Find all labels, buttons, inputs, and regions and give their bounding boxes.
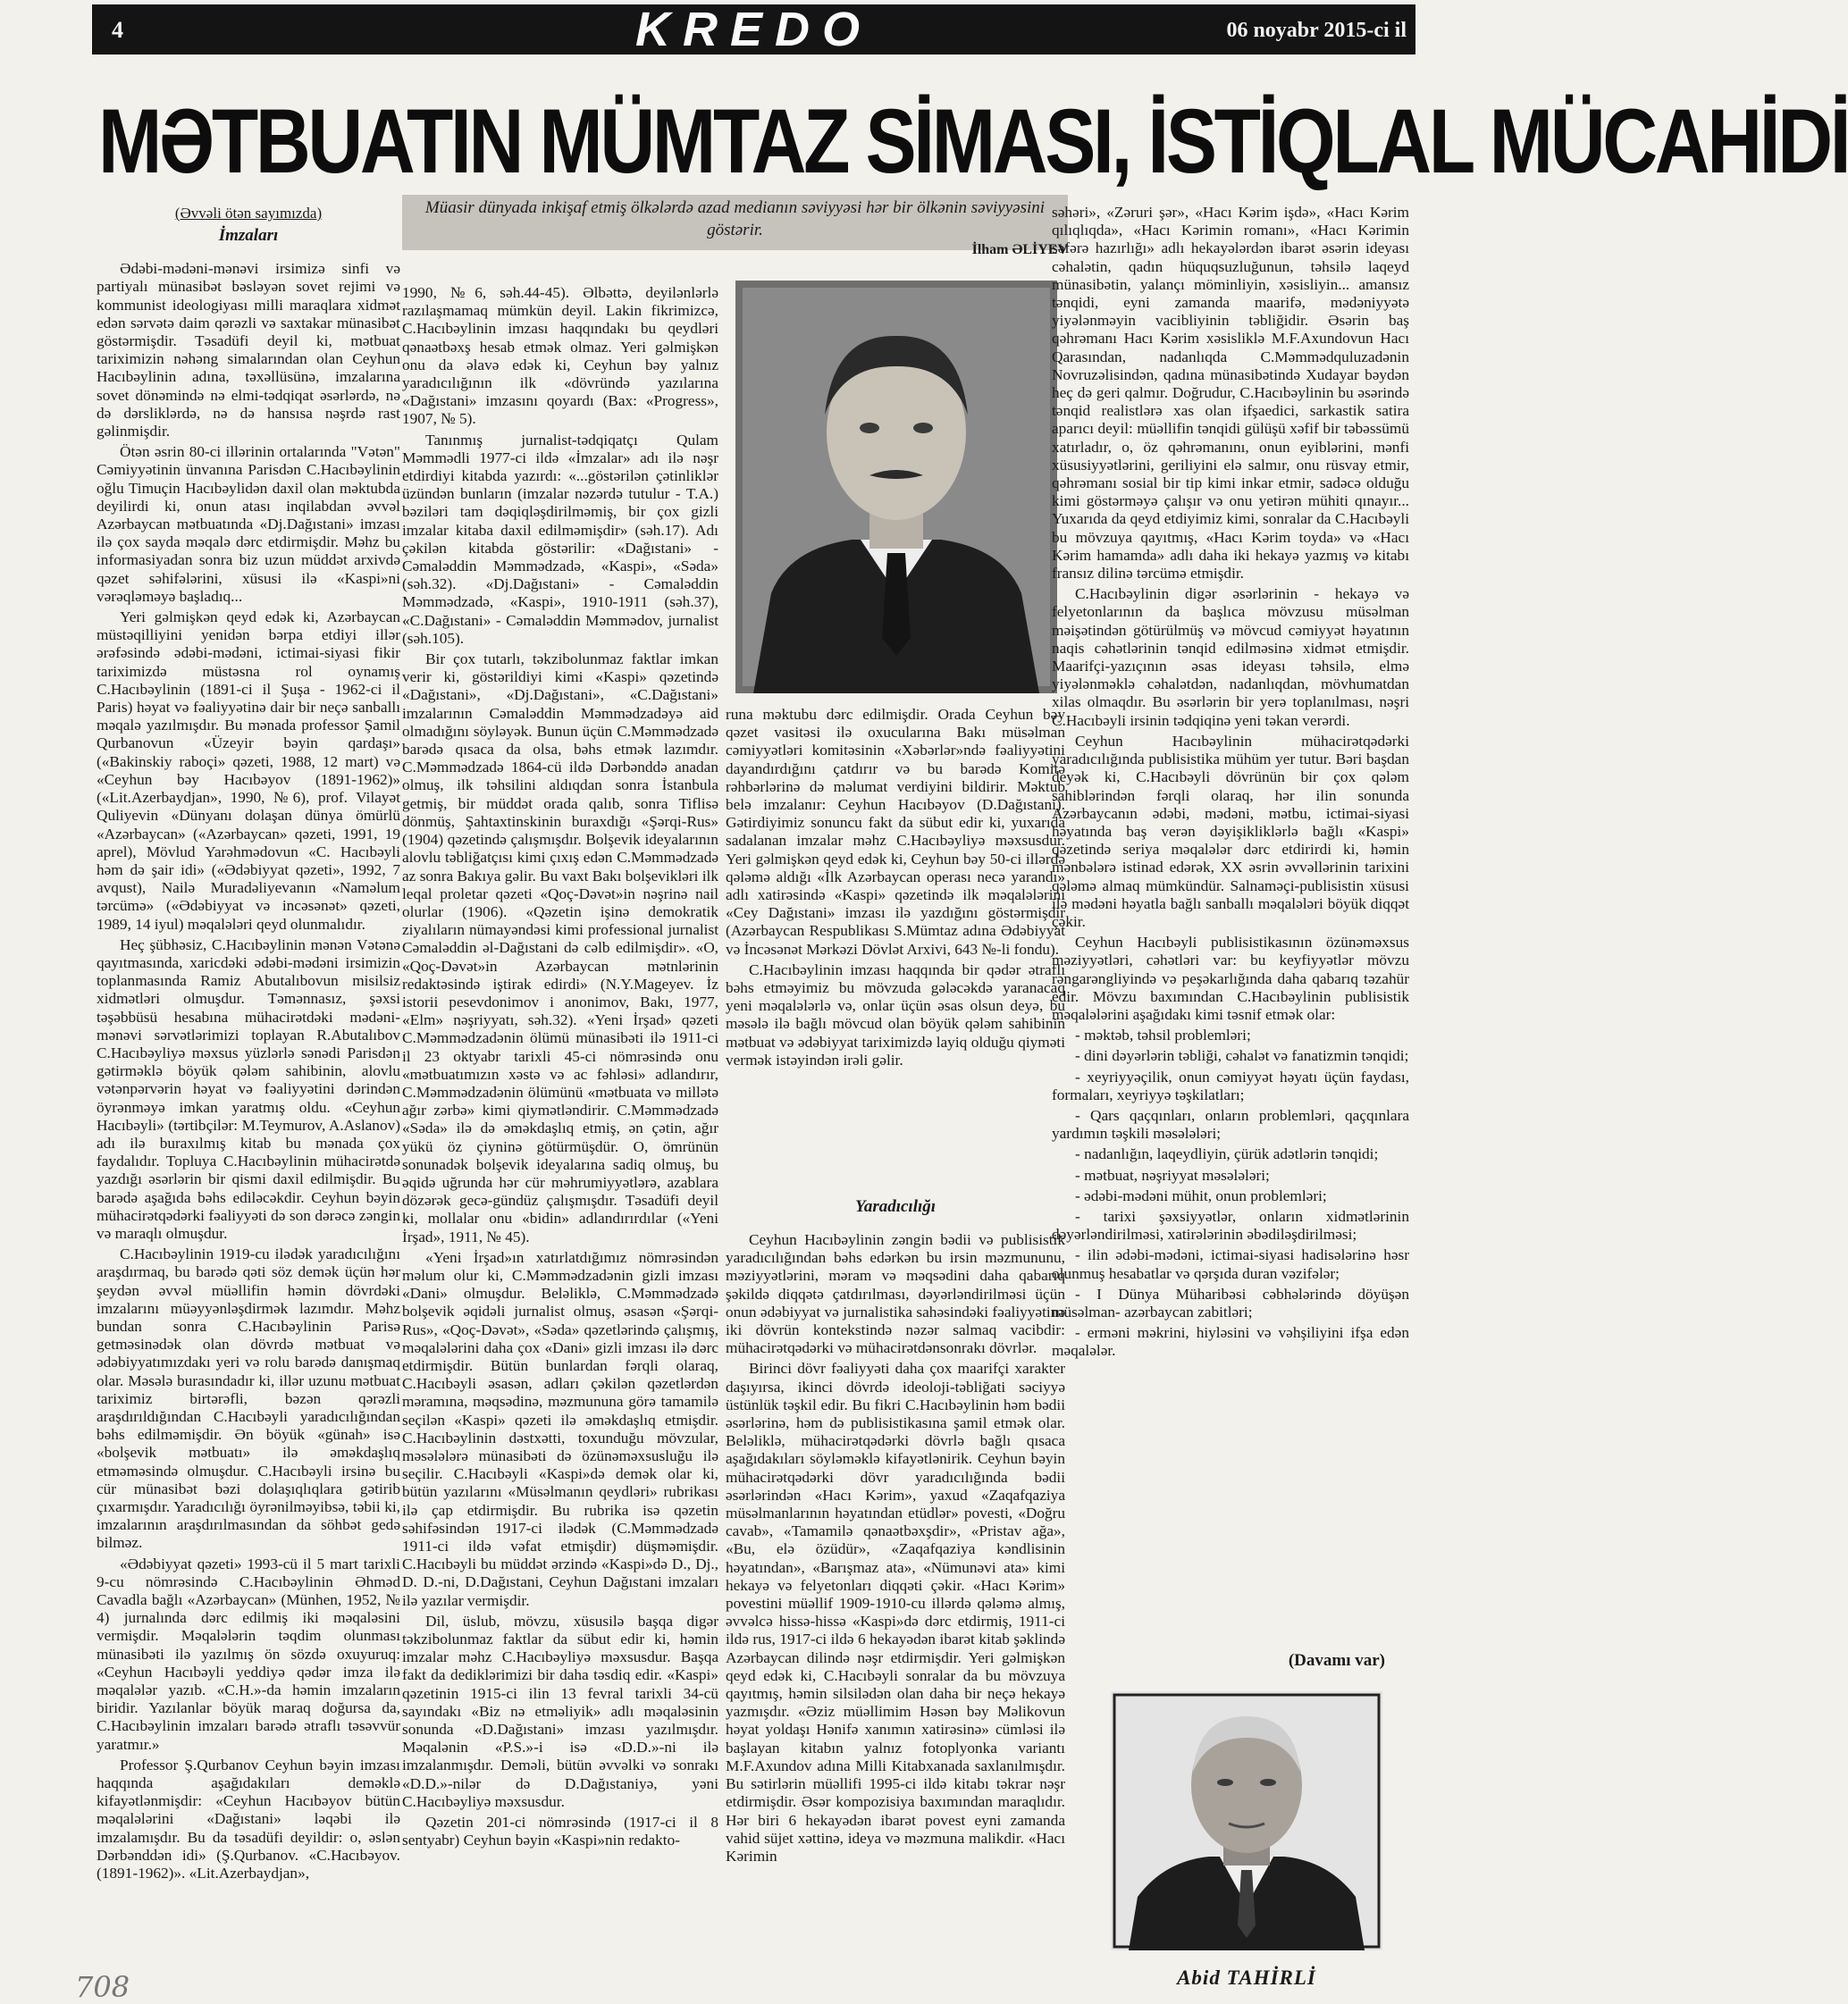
paragraph: Ceyhun Hacıbəylinin mühacirətqədərki yaradıcılığında publisistika mühüm yer tutur. Bəri başdan deyək ki, C.Hacıbəyli dövrünün bir çox qələm sahiblərindən fərqli olaraq, hər ilin sonunda Azərbaycanın ədəbi, mədəni, mətbu, ictimai-siyasi həyatında baş verən dəyişikliklərlə bağlı «Kaspi» qəzetində seriya məqalələr dərc etdirirdi ki, həmin mənbələrə istinad edərək, XX əsrin əvvəllərinin tarixini qələmə almaq mümkündür. Salnaməçi-publisistin xüsusi ilə mədəni həyatla bağlı sanballı məqalələri böyük diqqət çəkir. bbox=[1052, 732, 1409, 930]
handwritten-margin-note: 708 bbox=[75, 1970, 130, 2004]
list-item: - xeyriyyəçilik, onun cəmiyyət həyatı üçün faydası, formaları, xeyriyyə təşkilatları; bbox=[1052, 1068, 1409, 1103]
continued-note: (Davamı var) bbox=[1288, 1651, 1385, 1670]
list-item: - ilin ədəbi-mədəni, ictimai-siyasi hadisələrinə həsr olunmuş hesabatlar və qərşıda duran vəzifələr; bbox=[1052, 1246, 1409, 1282]
paragraph: C.Hacıbəylinin digər əsərlərinin - hekayə və felyetonlarının da başlıca mövzusu müsəlman məişətindən götürülmüş və mövcud cəmiyyət həyatının naqis cəhətlərinin tənqid edilməsinə xidmət etmişdir. Maarifçi-yazıçının əsas ideyası təhsilə, elmə yiyələnməklə cəhalətdən, nadanlıqdan, mövhumatdan xilas olmaqdır. Bu əsərlərin bir yerə toplanılması, nəşri C.Hacıbəyli irsinin tədqiqinə yeni təkan verərdi. bbox=[1052, 585, 1409, 729]
list-item: - ədəbi-mədəni mühit, onun problemləri; bbox=[1075, 1186, 1327, 1204]
paragraph: Qəzetin 201-ci nömrəsində (1917-ci il 8 sentyabr) Ceyhun bəyin «Kaspi»nin redakto- bbox=[402, 1814, 718, 1849]
list-item: - Qars qaçqınları, onların problemləri, qaçqınlara yardımın təşkili məsələləri; bbox=[1052, 1106, 1409, 1143]
article-column-4 bbox=[1052, 204, 1409, 1649]
paragraph: Dil, üslub, mövzu, xüsusilə başqa digər təkzibolunmaz faktlar da sübut edir ki, həmin imzalar məhz C.Hacıbəyliyə məxsusdur. Başqa fakt da dediklərimizi bir daha təsdiq edir. «Kaspi» qəzetinin 1915-ci ilin 13 fevral tarixli 34-cü sayındakı «Biz nə etməliyik» adlı məqaləsinin sonunda «D.Dağıstani» imzası yazılmışdır. Məqalənin «P.S.»-i isə «D.D.»-ni ilə imzalanmışdır. Deməli, bütün əvvəlki və sonrakı «D.D.»-nilər də D.Dağıstaniyə, yəni C.Hacıbəyliyə məxsusdur. bbox=[402, 1612, 718, 1810]
list-item: - tarixi şəxsiyyətlər, onların xidmətlərinin dəyərləndirilməsi, xatirələrinin əbədiləşdirilməsi; bbox=[1052, 1207, 1409, 1244]
section-heading-signatures: İmzaları bbox=[218, 226, 279, 246]
paragraph: Bir çox tutarlı, təkzibolunmaz faktlar imkan verir ki, göstərildiyi kimi «Kaspi» qəzetində «Dağıstani», «Dj.Dağıstani», «C.Dağıstani» imzalarının Cəmaləddin Məmmədzadəyə aid olmadığını söyləyək. Bunun üçün C.Məmmədzadə barədə qısaca da olsa, bəhs etmək lazımdır. C.Məmmədzadə 1864-cü ildə Dərbənddə anadan olmuş, ilk təhsilini aldıqdan sonra İstanbula getmiş, bir müddət orada qalıb, sonra Tiflisə dönmüş, Şahtaxtinskinin buraxdığı «Şərqi-Rus» (1904) qəzetində çalışmışdır. Bolşevik ideyalarının alovlu təbliğatçısı kimi çıxış edən C.Məmmədzadə az sonra Bakıya gəlir. Bu vaxt Bakı bolşevikləri ilk leqal proletar qəzeti «Qoç-Dəvət»in nəşrinə nail olurlar (1906). «Qəzetin işinə demokratik ziyalıların nümayəndəsi kimi professional jurnalist Cəmaləddin əl-Dağıstani də cəlb edilmişdir». «O, «Qoç-Dəvət»in Azərbaycan mətnlərinin redaktəsində iştirak edirdi» (N.Y.Mageyev. İz istorii pesevdonimov i anonimov, Bakı, 1977, «Elm» nəşriyyatı, səh.32). «Yeni İrşad» qəzeti C.Məmmədzadənin ölümü münasibəti ilə 1911-ci il 23 oktyabr tarixli 45-ci nömrəsində onu «mətbuatımızın xəstə və ac fəhləsi» adlandırır, C.Məmmədzadənin ölümünü «mətbuata və millətə ağır zərbə» kimi qiymətləndirir. C.Məmmədzadə «Səda» ilə də əməkdaşlıq etmiş, ən çətin, ağır yükü öz çiyninə götürmüşdür. O, ömrünün sonunadək bolşevik ideyalarına sadiq olmuş, bu əqidə uğrunda hər cür məhrumiyyətlərə, azablara dözərək gecə-gündüz çalışmışdır. Təsadüfi deyil ki, mollalar onu «bidin» adlandırırdılar («Yeni İrşad», 1911, № 45). bbox=[402, 650, 718, 1245]
paragraph: C.Hacıbəylinin imzası haqqında bir qədər ətraflı bəhs etməyimiz bu mövzuda gələcəkdə yaranacaq yeni məqalələrlə və, onlar üçün əsas olsun deyə, bu məsələ ilə bağlı mövcud olan böyük qələm sahibinin mətbuat və ədəbiyyat tariximizdə layiq olduğu qiyməti vermək istəyindən irəli gəlir. bbox=[726, 960, 1065, 1069]
paragraph: «Yeni İrşad»ın xatırlatdığımız nömrəsindən məlum olur ki, C.Məmmədzadənin gizli imzası «Dani» olmuşdur. Beləliklə, C.Məmmədzadə bolşevik əqidəli jurnalist olmuş, əsasən «Şərqi-Rus», «Qoç-Dəvət», «Səda» qəzetlərində çalışmış, məqalələrini daha çox «Dani» gizli imzası ilə dərc etdirmişdir. Bütün bunlardan fərqli olaraq, C.Hacıbəyli əsasən, adları çəkilən qəzetlərdən məramına, məqsədinə, məzmununa görə tamamilə seçilən «Kaspi» qəzeti ilə əməkdaşlıq etmişdir. C.Hacıbəylinin dəstxətti, toxunduğu mövzular, məsələlərə münasibəti də özünəməxsusluğu ilə seçilir. C.Hacıbəyli «Kaspi»də demək olar ki, bütün yazılarını «Müsəlmanın qeydləri» rubrikası ilə çap etdirmişdir. Bu rubrika isə qəzetin səhifəsindən 1917-ci ilədək (C.Məmmədzadə 1911-ci ildə vəfat etmişdir) düşməmişdir. C.Hacıbəyli bu müddət ərzində «Kaspi»də D., Dj., D. D.-ni, D.Dağıstani, Ceyhun Dağıstani imzaları ilə yazılar vermişdir. bbox=[402, 1248, 718, 1609]
article-column-1 bbox=[97, 205, 400, 1983]
continued-from-note: (Əvvəli ötən sayımızda) bbox=[174, 205, 323, 222]
author-byline: Abid TAHİRLİ bbox=[1177, 1966, 1316, 1989]
epigraph-text: Müasir dünyada inkişaf etmiş ölkələrdə azad medianın səviyyəsi hər bir ölkənin səviyyəsini göstərir. bbox=[424, 198, 1046, 239]
list-item: - I Dünya Müharibəsi cəbhələrində döyüşən müsəlman- azərbaycan zabitləri; bbox=[1052, 1285, 1409, 1321]
paragraph: Ceyhun Hacıbəylinin zəngin bədii və publisistik yaradıcılığından bəhs edərkən bu irsin məzmununu, məziyyətlərini, məram və məqsədini daha qabarıq şəkildə diqqətə çatdırılması, dəyərləndirilməsi üçün onun ədəbiyyat və jurnalistika sahəsindəki fəaliyyətinə iki dövrün kontekstində nəzər salmaq vacibdir: mühacirətqədərki və mühacirətdənsonrakı dövrlər. bbox=[726, 1231, 1065, 1357]
list-item: - məktəb, təhsil problemləri; bbox=[1075, 1027, 1251, 1044]
paragraph: Professor Ş.Qurbanov Ceyhun bəyin imzası haqqında aşağıdakıları deməklə kifayətlənmişdir: «Ceyhun Hacıbəyov bütün məqalələrini «Dağıstani» ləqəbi ilə imzalamışdır. Bu da təsadüfi deyildir: o, əslən Dərbənddən idi» (Ş.Qurbanov. «C.Hacıbəyov. (1891-1962)». «Lit.Azerbaydjan», bbox=[97, 1756, 400, 1882]
list-item: - erməni məkrini, hiyləsini və vəhşiliyini ifşa edən məqalələr. bbox=[1052, 1324, 1409, 1360]
portrait-illustration bbox=[735, 281, 1057, 693]
paragraph: runa məktubu dərc edilmişdir. Orada Ceyhun bəy qəzet vasitəsi ilə oxucularına Bakı müsəlman cəmiyyətləri komitəsinin «Xəbərlər»ndə fəaliyyətini dayandırdığını çatdırır və bu barədə Komitə rəhbərlərinə də məlumat verdiyini bildirir. Məktub belə imzalanır: Ceyhun Hacıbəyov (D.Dağıstani). Gətirdiyimiz sonuncu fakt da sübut edir ki, yuxarıda sadalanan imzalar məhz C.Hacıbəyliyə məxsusdur. Yeri gəlmişkən qeyd edək ki, Ceyhun bəy 50-ci illərdə qələmə aldığı «İlk Azərbaycan operası necə yarandı» adlı xatirəsində «Kaspi» qəzetində ilk məqalələrini «Cey Dağıstani» imzası ilə yazdığını göstərmişdir (Azərbaycan Respublikası S.Mümtaz adına Ədəbiyyat və İncəsənət Mərkəzi Dövlət Arxivi, 643 №-li fondu). bbox=[726, 706, 1065, 958]
section-heading-creativity: Yaradıcılığı bbox=[854, 1197, 937, 1216]
paragraph: Ceyhun Hacıbəyli publisistikasının özünəməxsus məziyyətləri, cəhətləri var: bu keyfiyyətlər mövzu rəngarəngliyində və peşəkarlığında daha qabarıq təzahür edir. Mövzu baxımından C.Hacıbəylinin publisistik məqalələrini aşağıdakı kimi təsnif etmək olar: bbox=[1052, 934, 1409, 1023]
list-item: - dini dəyərlərin təbliği, cəhalət və fanatizmin tənqidi; bbox=[1075, 1047, 1409, 1065]
article-headline: MƏTBUATIN MÜMTAZ SİMASI, İSTİQLAL MÜCAHİDİ bbox=[98, 90, 1848, 192]
issue-date: 06 noyabr 2015-ci il bbox=[1226, 19, 1407, 42]
masthead-bar bbox=[92, 4, 1415, 55]
portrait-photo-ceyhun-hacibeyli bbox=[735, 281, 1057, 693]
paragraph: Tanınmış jurnalist-tədqiqatçı Qulam Məmmədli 1977-ci ildə «İmzalar» adı ilə nəşr etdirdiyi kitabda yazırdı: «...göstərilən çətinliklər üzündən bunların (imzalar nəzərdə tutulur - T.A.) bəziləri tam dəqiqləşdirilməmiş, bir çox gizli imzalar kitaba daxil edilməmişdir» (səh.17). Adı çəkilən kitabda göstərilir: «Dağıstani» - Cəmaləddin Məmmədzadə, «Kaspi», «Səda» (səh.32). «Dj.Dağıstani» - Cəmaləddin Məmmədzadə, «Kaspi», 1910-1911 (səh.37), «C.Dağıstani» - Cəmaləddin Məmmədov, jurnalist (səh.105). bbox=[402, 431, 718, 647]
paragraph: Ədəbi-mədəni-mənəvi irsimizə sinfi və partiyalı münasibət bəsləyən sovet rejimi və kommunist ideologiyası milli maraqlara xidmət edən sərvətə daim qərəzli və saxtakar münasibət göstərmişdir. Təsadüfi deyil ki, mətbuat tariximizin nəhəng simalarından olan Ceyhun Hacıbəylinin adına, təxəllüsünə, imzalarına sovet dönəmində nə elmi-tədqiqat əsərlərdə, nə də dərsliklərdə, nə də hansısa nəşrdə rast gəlinmişdir. bbox=[97, 260, 400, 440]
masthead-title: KREDO bbox=[634, 3, 872, 56]
list-item: - nadanlığın, laqeydliyin, çürük adətlərin tənqidi; bbox=[1075, 1145, 1379, 1163]
paragraph: Yeri gəlmişkən qeyd edək ki, Azərbaycan müstəqilliyini yenidən bərpa etdiyi illər ərəfəsində ədəbi-mədəni, ictimai-siyasi fikir tariximizdə müstəsna rol oynamış C.Hacıbəylinin (1891-ci il Şuşa - 1962-ci il Paris) həyat və fəaliyyətinə dair bir neçə sanballı məqalə yazılmışdır. Bu mənada professor Şamil Qurbanovun «Üzeyir bəyin qardaşı» («Bakinskiy raboçi» qəzeti, 1988, 12 mart) və «Ceyhun bəy Hacıbəyov (1891-1962)» («Lit.Azerbaydjan», 1990, №6), prof. Vilayət Quliyevin «Dünyanı dolaşan dünya ömürlü «Azərbaycan» («Azərbaycan» qəzeti, 1991, 19 aprel), Mövlud Yarəhmədovun «C. Hacıbəyli həm də şair idi» («Ədəbiyyat qəzeti», 1992, 7 avqust), Nailə Muradəliyevanın «Naməlum tərcümə» («Ədəbiyyat və incəsənət» qəzeti, 1989, 14 iyul) məqalələri qeyd olunmalıdır. bbox=[97, 608, 400, 933]
article-column-3-bottom bbox=[726, 1194, 1065, 2001]
paragraph: səhəri», «Zəruri şər», «Hacı Kərim işdə», «Hacı Kərim qılıqlıqda», «Hacı Kərimin romanı», «Hacı Kərimin səfərə hazırlığı» adlı hekayələrdən ibarət əsərin ideyası cəhalətin, qadın hüquqsuzluğunun, təhsilə laqeyd münasibətin, yalançı möminliyin, xəsisliyin... amansız tənqidi, eyni zamanda maarifə, mədəniyyətə yiyələnməyin vacibliyinin təbliğidir. Əsərin baş qəhrəmanı Hacı Kərim xəsisliklə M.F.Axundovun Hacı Qarasından, nadanlıqda C.Məmmədquluzadənin Novruzəlisindən, qadına münasibətində Xudayar bəydən heç də geri qalmır. Doğrudur, C.Hacıbəylinin bu əsərində tənqid realistlərə xas olan ifşaedici, sarkastik satira aparıcı deyil: müəllifin tənqidi gülüşü xəfif bir təbəssümü xatırladır, o, öz qəhrəmanını, onun eyiblərini, mənfi xüsusiyyətlərini, geriliyini elə salmır, onu rüsvay etmir, qəhrəmanı sosial bir tip kimi inkar etmir, sadəcə olduğu kimi göstərməyə çalışır və onu yetirən mühiti qınayır... Yuxarıda da qeyd etdiyimiz kimi, sonralar da C.Hacıbəyli bu mövzuya qayıtmış, «Hacı Kərim toyda» və «Hacı Kərim hamamda» adlı daha iki hekayə yazmış və kitabı fransız dilinə tərcümə etmişdir. bbox=[1052, 204, 1409, 583]
author-portrait-illustration bbox=[1111, 1691, 1382, 1950]
epigraph-author: İlham ƏLİYEV bbox=[971, 242, 1068, 257]
paragraph: 1990, №6, səh.44-45). Əlbəttə, deyilənlərlə razılaşmamaq mümkün deyil. Lakin fikrimizcə, C.Hacıbəylinin imzası haqqındakı bu qeydləri qənaətbəxş hesab etmək olmaz. Yeri gəlmişkən onu da əlavə edək ki, Ceyhun bəy yalnız yaradıcılığının ilk «dövründə yazılarına «Dağıstani» imzasını qoyardı (Bax: «Progress», 1907, № 5). bbox=[402, 284, 718, 428]
paragraph: Ötən əsrin 80-ci illərinin ortalarında "Vətən" Cəmiyyətinin ünvanına Parisdən C.Hacıbəylinin oğlu Timuçin Hacıbəylidən daxil olan məktubda deyilirdi ki, onun atası inqilabdan əvvəl Azərbaycan mətbuatında «Dj.Dağıstani» imzası ilə çox sayda məqalə dərc etdirmişdir. Məhz bu informasiyadan sonra biz uzun müddət arxivdə qəzet səhifələrini, xüsusi ilə «Kaspi»ni vərəqləməyə başladıq... bbox=[97, 443, 400, 605]
list-item: - mətbuat, nəşriyyat məsələləri; bbox=[1075, 1166, 1270, 1184]
paragraph: «Ədəbiyyat qəzeti» 1993-cü il 5 mart tarixli 9-cu nömrəsində C.Hacıbəylinin Əhməd Cavadla bağlı «Azərbaycan» (Münhen, 1952, № 4) jurnalında dərc edilmiş iki məqaləsini vermişdir. Məqalələrin təqdim olunması münasibəti ilə yazılmış ön sözdə oxuyuruq: «Ceyhun Hacıbəyli yeddiyə qədər imza ilə məqalələr yazıb. «C.H.»-da həmin imzaların biridir. Yazılanlar böyük maraq doğursa da, C.Hacıbəylinin imzaları barədə ətraflı təsəvvür yaratmır.» bbox=[97, 1555, 400, 1753]
paragraph: Heç şübhəsiz, C.Hacıbəylinin mənən Vətənə qayıtmasında, xaricdəki ədəbi-mədəni irsimizin toplanmasında Ramiz Abutalıbovun misilsiz xidmətləri olmuşdur. Təmənnasız, şəxsi təşəbbüsü hesabına mühacirətdəki mədəni-mənəvi sərvətlərimizi toplayan R.Abutalıbov C.Hacıbəyliyə məxsus yüzlərlə sənədi Parisdən gətirməklə böyük qələm sahibinin, alovlu vətənpərvərin həyat və fəaliyyətini dərindən öyrənməyə imkan yaratmış oldu. «Ceyhun Hacıbəyli» (tərtibçilər: M.Teymurov, A.Aslanov) adı ilə buraxılmış kitab bu mənada çox faydalıdır. Topluya C.Hacıbəylinin mühacirətdə yazdığı əsərlərin bir qismi daxil edilmişdir. Bu barədə aşağıda bəhs ediləcəkdir. Ceyhun bəyin mühacirətqədərki fəaliyyəti də son dərəcə zəngin və maraqlı olmuşdur. bbox=[97, 935, 400, 1242]
article-column-3-top bbox=[726, 706, 1065, 1170]
paragraph: Birinci dövr fəaliyyəti daha çox maarifçi xarakter daşıyırsa, ikinci dövrdə ideoloji-təbliğati səciyyə üstünlük təşkil edir. Bu fikri C.Hacıbəylinin həm bədii əsərlərinə, həm də publisistikasına şamil etmək olar. Beləliklə, mühacirətqədərki dövrlə bağlı qısaca aşağıdakıları söyləməklə kifayətlənirik. Ceyhun bəyin mühacirətqədərki dövr yaradıcılığında bədii əsərlərindən «Hacı Kərim», yaxud «Zaqafqaziya müsəlmanlarının həyatından etüdlər» povesti, «Doğru cavab», «Tamamilə qənaətbəxşdir», «Pristav ağa», «Bu, elə özüdür», «Zaqafqaziya kəndlisinin həyatından», «Barışmaz ata», «Nümunəvi ata» kimi hekayə və felyetonları diqqəti çəkir. «Hacı Kərim» povestini müəllif 1909-1910-cu illərdə qələmə almış, əvvəlcə hissə-hissə «Kaspi»də dərc etdirmiş, 1911-ci ildə rus, 1917-ci ildə 6 hekayədən ibarət kitab şəklində Azərbaycan dilində nəşr etdirmişdir. Yeri gəlmişkən qeyd edək ki, C.Hacıbəyli sonralar da bu mövzuya qayıtmış, həmin silsilədən olan daha bir neçə hekayə yazmışdır. «Əziz müəllimim Həsən bəy Məlikovun həyat yoldaşı Hənifə xanımın xatirəsinə» cümləsi ilə başlayan kitabın yalnız fotoplyonka variantı M.F.Axundov adına Milli Kitabxanada saxlanılmışdır. Bu sətirlərin müəllifi 1995-ci ildə kitabı təkrar nəşr etdirmişdir. Əsər kompozisiya baxımından maraqlıdır. Hər biri 6 hekayədən ibarət povest eyni zamanda vahid süjet xəttinə, ideya və məzmuna malikdir. «Hacı Kərimin bbox=[726, 1360, 1065, 1865]
article-column-2 bbox=[402, 284, 718, 2001]
paragraph: C.Hacıbəylinin 1919-cu ilədək yaradıcılığını araşdırmaq, bu barədə qəti söz demək üçün hər şeydən əvvəl müəllifin həmin dövrdəki imzalarını müəyyənləşdirmək lazımdır. Məhz bundan sonra C.Hacıbəylinin Parisə getməsinədək olan dövrdə mətbuat və ədəbiyyatımızdakı yeri və rolu barədə danışmaq olar. Məsələ burasındadır ki, illər uzunu mətbuat tariximiz birtərəfli, bəzən qərəzli araşdırıldığından C.Hacıbəyli yaradıcılığından bəhs edilməmişdir. Ən böyük «günah» isə «bolşevik mətbuatı» ilə əməkdaşlıq etməməsində olmuşdur. C.Hacıbəyli irsinə bu cür münasibət bəzi dolaşıqlıqlara gətirib çıxarmışdır. Yaradıcılığı öyrənilməyibsə, təbii ki, imzalarının araşdırılmasından da söhbət gedə bilməz. bbox=[97, 1245, 400, 1552]
page-number: 4 bbox=[112, 17, 123, 43]
author-photo bbox=[1111, 1691, 1382, 1950]
